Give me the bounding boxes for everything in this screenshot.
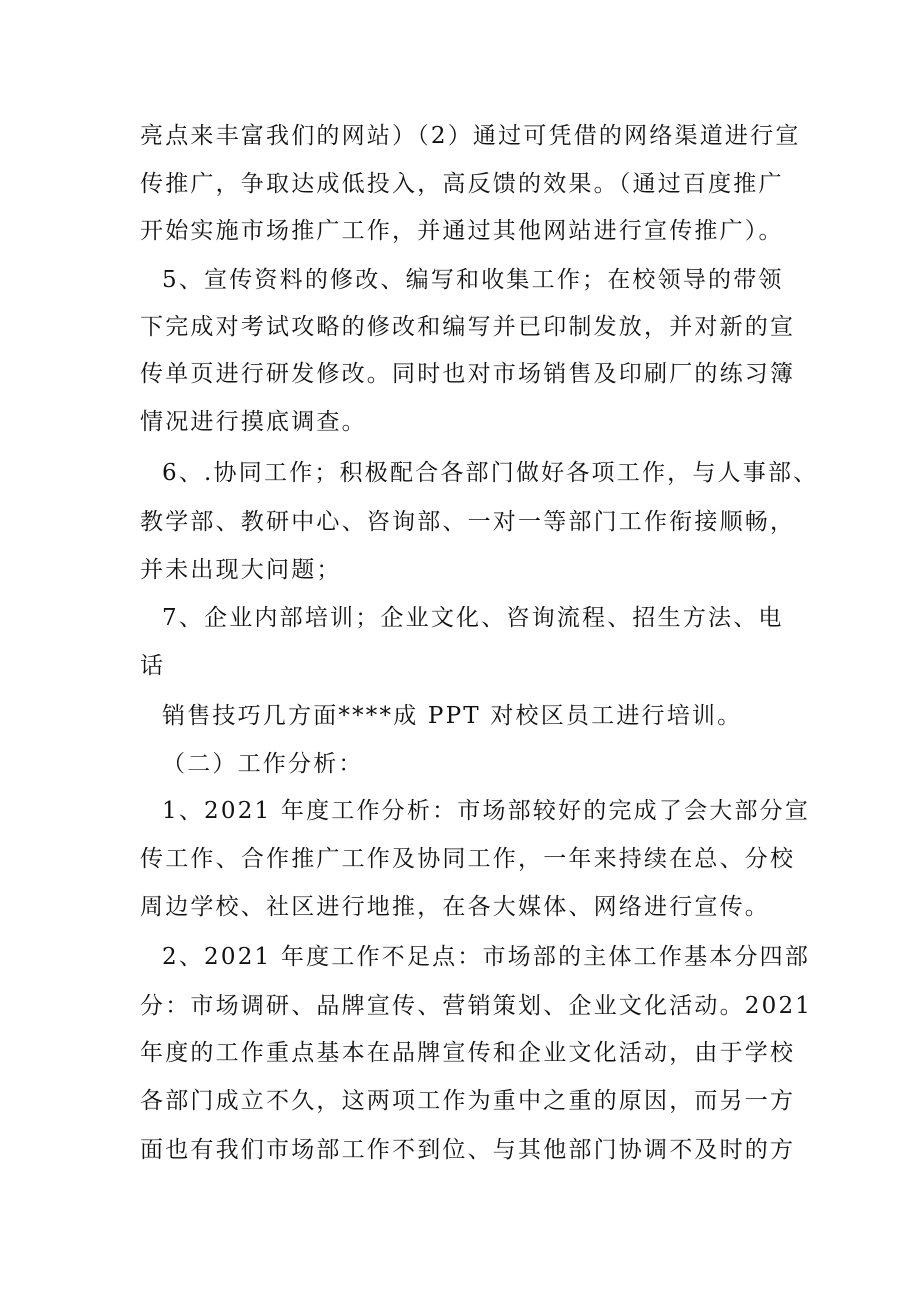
text-line: 年度的工作重点基本在品牌宣传和企业文化活动，由于学校 (140, 1040, 796, 1066)
text-line: 话 (140, 653, 166, 679)
paragraph-start-analysis-1: 1、2021 年度工作分析：市场部较好的完成了会大部分宣 (162, 798, 811, 824)
paragraph-start-5: 5、宣传资料的修改、编写和收集工作；在校领导的带领 (162, 267, 784, 293)
text-line: 下完成对考试攻略的修改和编写并已印制发放，并对新的宣 (140, 314, 796, 340)
text-line: 传单页进行研发修改。同时也对市场销售及印刷厂的练习簿 (140, 361, 796, 387)
text-line: 教学部、教研中心、咨询部、一对一等部门工作衔接顺畅， (140, 509, 796, 535)
text-line: 情况进行摸底调查。 (140, 409, 367, 435)
text-line: 传推广，争取达成低投入，高反馈的效果。（通过百度推广 (140, 171, 784, 197)
text-line: 分：市场调研、品牌宣传、营销策划、企业文化活动。2021 (140, 993, 813, 1019)
text-line: 各部门成立不久，这两项工作为重中之重的原因，而另一方 (140, 1088, 796, 1114)
text-line: 面也有我们市场部工作不到位、与其他部门协调不及时的方 (140, 1137, 796, 1163)
paragraph-start-7: 7、企业内部培训；企业文化、咨询流程、招生方法、电 (162, 605, 784, 631)
text-line: 传工作、合作推广工作及协同工作，一年来持续在总、分校 (140, 846, 796, 872)
section-heading-work-analysis: （二）工作分析： (162, 751, 364, 777)
text-line: 开始实施市场推广工作，并通过其他网站进行宣传推广）。 (140, 218, 784, 244)
text-line: 并未出现大问题； (140, 557, 342, 583)
paragraph-start-6: 6、.协同工作；积极配合各部门做好各项工作，与人事部、 (162, 460, 819, 486)
text-line: 亮点来丰富我们的网站）（2）通过可凭借的网络渠道进行宣 (140, 123, 801, 149)
paragraph-sales-skills: 销售技巧几方面****成 PPT 对校区员工进行培训。 (162, 703, 743, 729)
paragraph-start-analysis-2: 2、2021 年度工作不足点：市场部的主体工作基本分四部 (162, 944, 811, 970)
text-line: 周边学校、社区进行地推，在各大媒体、网络进行宣传。 (140, 894, 770, 920)
